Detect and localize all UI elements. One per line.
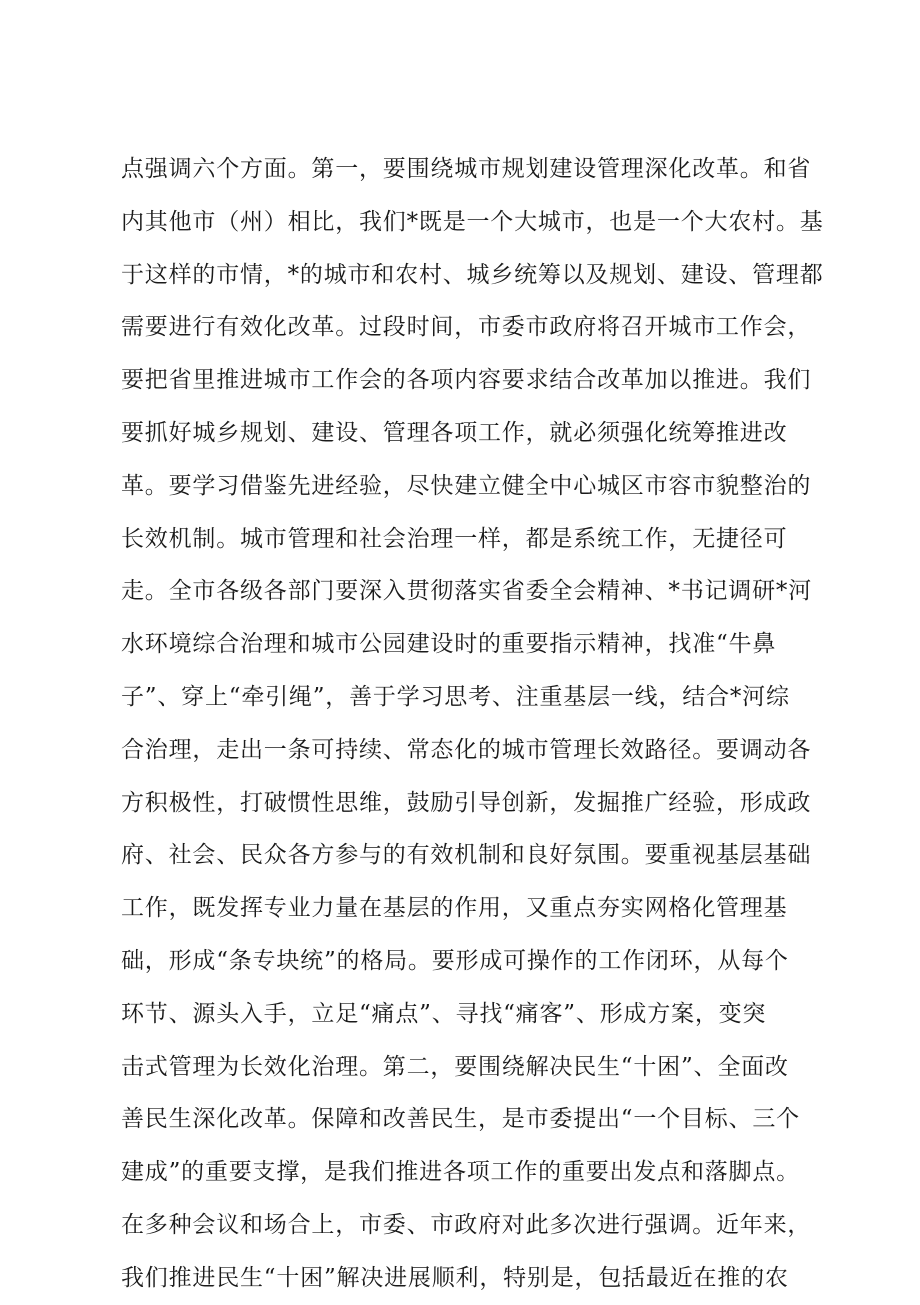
text-line: 水环境综合治理和城市公园建设时的重要指示精神，找准“牛鼻 — [121, 631, 777, 658]
text-line: 要抓好城乡规划、建设、管理各项工作，就必须强化统筹推进改 — [121, 419, 788, 446]
text-line: 走。全市各级各部门要深入贯彻落实省委全会精神、*书记调研*河 — [121, 578, 812, 605]
text-line: 合治理，走出一条可持续、常态化的城市管理长效路径。要调动各 — [121, 736, 812, 763]
text-line: 要把省里推进城市工作会的各项内容要求结合改革加以推进。我们 — [121, 367, 812, 394]
text-line: 子”、穿上“牵引绳”，善于学习思考、注重基层一线，结合*河综 — [121, 683, 790, 710]
text-line: 我们推进民生“十困”解决进展顺利，特别是，包括最近在推的农 — [121, 1264, 789, 1291]
text-line: 内其他市（州）相比，我们*既是一个大城市，也是一个大农村。基 — [121, 208, 824, 235]
text-line: 环节、源头入手，立足“痛点”、寻找“痛客”、形成方案，变突 — [121, 1000, 767, 1027]
text-line: 善民生深化改革。保障和改善民生，是市委提出“一个目标、三个 — [121, 1106, 800, 1133]
text-line: 长效机制。城市管理和社会治理一样，都是系统工作，无捷径可 — [121, 525, 788, 552]
text-line: 工作，既发挥专业力量在基层的作用，又重点夯实网格化管理基 — [121, 895, 788, 922]
text-line: 需要进行有效化改革。过段时间，市委市政府将召开城市工作会， — [121, 314, 812, 341]
text-line: 点强调六个方面。第一，要围绕城市规划建设管理深化改革。和省 — [121, 156, 812, 182]
body-text — [121, 143, 824, 1305]
text-line: 础，形成“条专块统”的格局。要形成可操作的工作闭环，从每个 — [121, 947, 789, 974]
text-line: 击式管理为长效化治理。第二，要围绕解决民生“十困”、全面改 — [121, 1053, 789, 1080]
text-line: 于这样的市情，*的城市和农村、城乡统筹以及规划、建设、管理都 — [121, 261, 824, 288]
text-line: 建成”的重要支撑，是我们推进各项工作的重要出发点和落脚点。 — [121, 1159, 800, 1186]
text-line: 方积极性，打破惯性思维，鼓励引导创新，发掘推广经验，形成政 — [121, 789, 812, 816]
text-line: 在多种会议和场合上，市委、市政府对此多次进行强调。近年来， — [121, 1211, 812, 1238]
text-line: 府、社会、民众各方参与的有效机制和良好氛围。要重视基层基础 — [121, 842, 812, 869]
text-line: 革。要学习借鉴先进经验，尽快建立健全中心城区市容市貌整治的 — [121, 472, 812, 499]
